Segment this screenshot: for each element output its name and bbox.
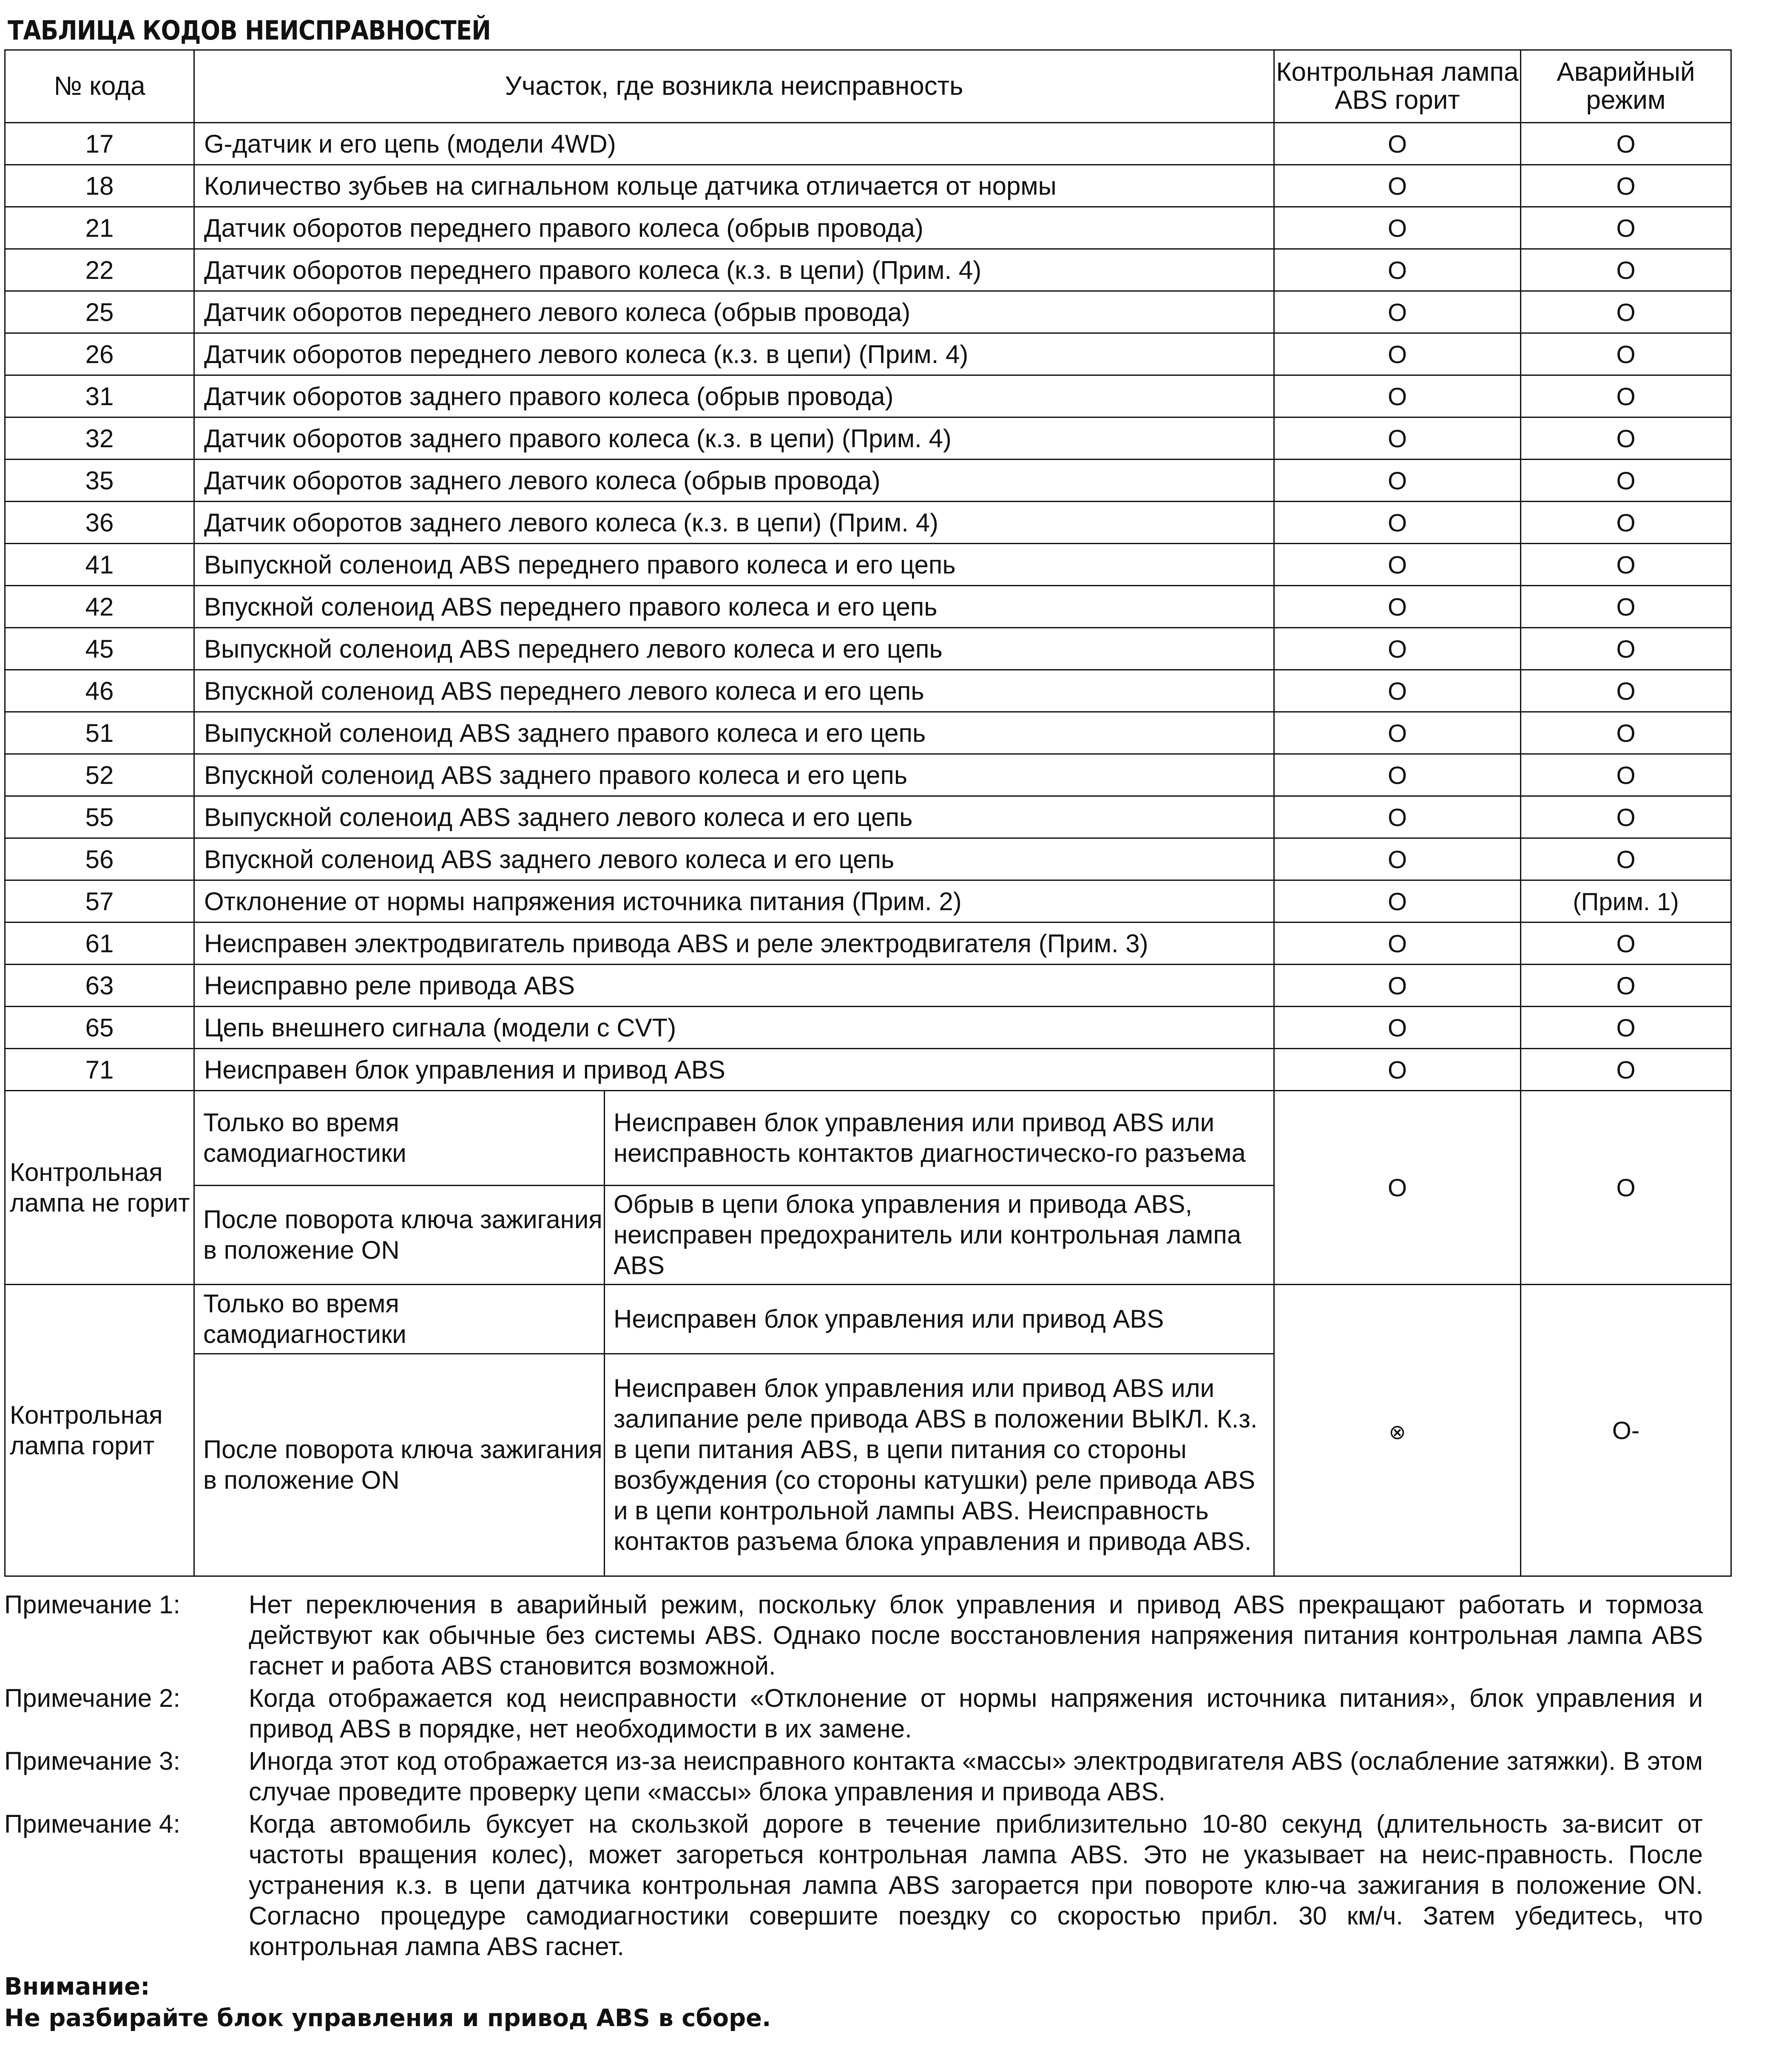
emergency-mode-mark	[1521, 123, 1731, 165]
circle-mark-icon: O	[1616, 509, 1636, 537]
lamp-mark	[1274, 586, 1521, 628]
group-lamp-off-lamp-mark	[1274, 1091, 1521, 1285]
lamp-mark	[1274, 375, 1521, 417]
fault-code: 22	[5, 249, 194, 291]
lamp-mark	[1274, 754, 1521, 796]
circle-mark-icon: O	[1387, 509, 1407, 537]
note-item	[4, 1683, 1730, 1744]
note-text: Иногда этот код отображается из-за неисправного контакта «массы» электродвигателя ABS (ослабление затяжки). В этом случае проведите проверку цепи «массы» блока управления и привода ABS.	[249, 1747, 1703, 1806]
table-row	[5, 922, 1731, 965]
note-label: Примечание 2:	[4, 1684, 180, 1712]
circle-mark-icon: O	[1616, 593, 1636, 621]
emergency-mode-mark	[1521, 417, 1731, 460]
table-row	[5, 375, 1731, 417]
circle-mark-icon: O	[1616, 1056, 1636, 1084]
emergency-mode-mark	[1521, 670, 1731, 712]
circle-mark-icon: O	[1616, 425, 1636, 453]
emergency-mode-mark	[1521, 375, 1731, 417]
header-area: Участок, где возникла неисправность	[194, 50, 1274, 123]
table-row	[5, 712, 1731, 754]
group-lamp-off-detail-2: Обрыв в цепи блока управления и привода ABS, неисправен предохранитель или контрольная лампа ABS	[605, 1186, 1274, 1285]
emergency-mode-mark	[1521, 460, 1731, 502]
table-row	[5, 502, 1731, 544]
fault-description: Датчик оборотов заднего левого колеса (обрыв провода)	[194, 460, 1274, 502]
header-lamp: Контрольная лампа ABS горит	[1274, 50, 1521, 123]
emergency-mode-mark	[1521, 628, 1731, 670]
circle-mark-icon: O	[1387, 383, 1407, 411]
circle-mark-icon: O	[1387, 803, 1407, 832]
circle-mark-icon: O	[1387, 761, 1407, 789]
lamp-mark	[1274, 670, 1521, 712]
group-lamp-on-row-1	[5, 1285, 1731, 1354]
group-lamp-on-detail-2: Неисправен блок управления или привод ABS или залипание реле привода ABS в положении ВЫКЛ. К.з. в цепи питания ABS, в цепи питания со стороны возбуждения (со стороны катушки) реле привода ABS и в цепи контрольной лампы ABS. Неисправность контактов разъема блока управления и привода ABS.	[605, 1354, 1274, 1576]
circle-mark-icon: O	[1616, 803, 1636, 832]
fault-code: 41	[5, 544, 194, 586]
fault-description: Датчик оборотов заднего левого колеса (к.з. в цепи) (Прим. 4)	[194, 502, 1274, 544]
circle-mark-icon: O	[1387, 214, 1407, 242]
group-lamp-off-detail-1: Неисправен блок управления или привод ABS или неисправность контактов диагностическо-го разъема	[605, 1091, 1274, 1186]
lamp-mark	[1274, 417, 1521, 460]
fault-description: Выпускной соленоид ABS переднего правого колеса и его цепь	[194, 544, 1274, 586]
fault-description: Датчик оборотов переднего правого колеса (к.з. в цепи) (Прим. 4)	[194, 249, 1274, 291]
group-lamp-on-label: Контрольная лампа горит	[5, 1285, 194, 1576]
lamp-mark	[1274, 207, 1521, 249]
note-text: Когда отображается код неисправности «Отклонение от нормы напряжения источника питания», блок управления и привод ABS в порядке, нет необходимости в их замене.	[249, 1684, 1703, 1743]
fault-description: Неисправно реле привода ABS	[194, 965, 1274, 1007]
warning-title: Внимание:	[4, 1973, 150, 2001]
group-lamp-off-row-1	[5, 1091, 1731, 1186]
fault-code: 46	[5, 670, 194, 712]
circle-mark-icon: O	[1616, 930, 1636, 958]
circle-mark-icon: O	[1616, 467, 1636, 495]
circle-mark-icon: O	[1387, 635, 1407, 663]
circle-mark-icon: O	[1387, 1014, 1407, 1042]
fault-description: Датчик оборотов заднего правого колеса (к.з. в цепи) (Прим. 4)	[194, 417, 1274, 460]
circle-mark-icon: (Прим. 1)	[1573, 888, 1679, 916]
fault-code: 55	[5, 796, 194, 838]
emergency-mode-mark	[1521, 586, 1731, 628]
fault-description: G-датчик и его цепь (модели 4WD)	[194, 123, 1274, 165]
circle-mark-icon: O	[1387, 130, 1407, 158]
circle-mark-icon: O	[1616, 551, 1636, 579]
circle-mark-icon: O	[1616, 341, 1636, 369]
lamp-status-section	[5, 1091, 1731, 1576]
lamp-mark	[1274, 165, 1521, 207]
emergency-mode-mark	[1521, 1049, 1731, 1091]
fault-code: 42	[5, 586, 194, 628]
circle-mark-icon: O	[1387, 888, 1407, 916]
table-row	[5, 291, 1731, 333]
fault-description: Впускной соленоид ABS заднего правого колеса и его цепь	[194, 754, 1274, 796]
table-row	[5, 417, 1731, 460]
emergency-mode-mark	[1521, 922, 1731, 965]
circle-mark-icon: O	[1616, 256, 1636, 284]
circle-mark-icon: O	[1387, 677, 1407, 705]
fault-code: 25	[5, 291, 194, 333]
lamp-mark	[1274, 880, 1521, 922]
table-row	[5, 838, 1731, 880]
circle-mark-icon: O	[1616, 972, 1636, 1000]
circle-mark-icon: O	[1616, 677, 1636, 705]
circle-mark-icon: O	[1387, 425, 1407, 453]
fault-code: 32	[5, 417, 194, 460]
group-lamp-on-lamp-mark	[1274, 1285, 1521, 1576]
fault-code: 26	[5, 333, 194, 375]
notes-section	[4, 1589, 1730, 1962]
lamp-mark	[1274, 502, 1521, 544]
fault-code: 45	[5, 628, 194, 670]
group-lamp-on-detail-1: Неисправен блок управления или привод ABS	[605, 1285, 1274, 1354]
fault-description: Неисправен блок управления и привод ABS	[194, 1049, 1274, 1091]
emergency-mode-mark	[1521, 333, 1731, 375]
emergency-mode-mark	[1521, 712, 1731, 754]
fault-code: 35	[5, 460, 194, 502]
table-row	[5, 880, 1731, 922]
fault-code: 31	[5, 375, 194, 417]
circle-mark-icon: O	[1616, 635, 1636, 663]
table-row	[5, 207, 1731, 249]
circle-mark-icon: O	[1616, 298, 1636, 326]
circle-mark-icon: O	[1387, 930, 1407, 958]
circle-mark-icon: O	[1616, 130, 1636, 158]
table-row	[5, 460, 1731, 502]
circle-mark-icon: O	[1387, 341, 1407, 369]
circle-mark-icon: O	[1616, 761, 1636, 789]
fault-code: 18	[5, 165, 194, 207]
emergency-mode-mark	[1521, 207, 1731, 249]
note-text: Когда автомобиль буксует на скользкой дороге в течение приблизительно 10-80 секунд (длительность за-висит от частоты вращения колес), может загореться контрольная лампа ABS. Это не указывает на неис-правность. После устранения к.з. в цепи датчика контрольная лампа ABS загорается при повороте клю-ча зажигания в положение ON. Согласно процедуре самодиагностики совершите поездку со скоростью прибл. 30 км/ч. Затем убедитесь, что контрольная лампа ABS гаснет.	[249, 1810, 1703, 1961]
table-row	[5, 544, 1731, 586]
fault-code: 65	[5, 1007, 194, 1049]
fault-description: Количество зубьев на сигнальном кольце датчика отличается от нормы	[194, 165, 1274, 207]
emergency-mode-mark	[1521, 544, 1731, 586]
table-row	[5, 586, 1731, 628]
emergency-mode-mark	[1521, 1007, 1731, 1049]
recording-mark-icon: ⊗	[1389, 1421, 1406, 1444]
circle-mark-icon: O-	[1612, 1417, 1640, 1445]
group-lamp-off-mode-mark	[1521, 1091, 1731, 1285]
circle-mark-icon: O	[1616, 1174, 1636, 1202]
note-item	[4, 1809, 1730, 1962]
fault-code: 57	[5, 880, 194, 922]
lamp-mark	[1274, 965, 1521, 1007]
circle-mark-icon: O	[1387, 467, 1407, 495]
lamp-mark	[1274, 291, 1521, 333]
fault-description: Выпускной соленоид ABS заднего левого колеса и его цепь	[194, 796, 1274, 838]
fault-description: Датчик оборотов переднего левого колеса (обрыв провода)	[194, 291, 1274, 333]
table-row	[5, 628, 1731, 670]
emergency-mode-mark	[1521, 165, 1731, 207]
group-lamp-on-when-2: После поворота ключа зажигания в положение ON	[194, 1354, 605, 1576]
table-header-row	[5, 50, 1731, 123]
lamp-mark	[1274, 838, 1521, 880]
circle-mark-icon: O	[1616, 383, 1636, 411]
circle-mark-icon: O	[1387, 256, 1407, 284]
fault-description: Датчик оборотов заднего правого колеса (обрыв провода)	[194, 375, 1274, 417]
emergency-mode-mark	[1521, 249, 1731, 291]
fault-description: Выпускной соленоид ABS заднего правого колеса и его цепь	[194, 712, 1274, 754]
circle-mark-icon: O	[1387, 846, 1407, 874]
lamp-mark	[1274, 460, 1521, 502]
circle-mark-icon: O	[1387, 1056, 1407, 1084]
group-lamp-on-mode-mark	[1521, 1285, 1731, 1576]
group-lamp-off-when-2: После поворота ключа зажигания в положение ON	[194, 1186, 605, 1285]
circle-mark-icon: O	[1616, 719, 1636, 747]
fault-code: 36	[5, 502, 194, 544]
table-row	[5, 1007, 1731, 1049]
fault-description: Датчик оборотов переднего правого колеса (обрыв провода)	[194, 207, 1274, 249]
lamp-mark	[1274, 1007, 1521, 1049]
note-label: Примечание 4:	[4, 1810, 180, 1838]
fault-code: 61	[5, 922, 194, 965]
lamp-mark	[1274, 922, 1521, 965]
circle-mark-icon: O	[1387, 972, 1407, 1000]
circle-mark-icon: O	[1616, 172, 1636, 200]
code-rows	[5, 123, 1731, 1091]
circle-mark-icon: O	[1387, 551, 1407, 579]
warning-block	[4, 1971, 1730, 2034]
fault-description: Цепь внешнего сигнала (модели с CVT)	[194, 1007, 1274, 1049]
document-page	[4, 15, 1730, 2034]
circle-mark-icon: O	[1387, 593, 1407, 621]
fault-description: Датчик оборотов переднего левого колеса (к.з. в цепи) (Прим. 4)	[194, 333, 1274, 375]
fault-code: 63	[5, 965, 194, 1007]
fault-code: 51	[5, 712, 194, 754]
lamp-mark	[1274, 544, 1521, 586]
lamp-mark	[1274, 1049, 1521, 1091]
lamp-mark	[1274, 628, 1521, 670]
circle-mark-icon: O	[1616, 846, 1636, 874]
note-label: Примечание 3:	[4, 1747, 180, 1775]
group-lamp-off-when-1: Только во время самодиагностики	[194, 1091, 605, 1186]
note-text: Нет переключения в аварийный режим, поскольку блок управления и привод ABS прекращают работать и тормоза действуют как обычные без системы ABS. Однако после восстановления напряжения питания контрольная лампа ABS гаснет и работа ABS становится возможной.	[249, 1590, 1703, 1680]
emergency-mode-mark	[1521, 796, 1731, 838]
circle-mark-icon: O	[1387, 719, 1407, 747]
note-item	[4, 1746, 1730, 1807]
fault-code: 17	[5, 123, 194, 165]
lamp-mark	[1274, 249, 1521, 291]
emergency-mode-mark	[1521, 965, 1731, 1007]
fault-description: Впускной соленоид ABS переднего правого колеса и его цепь	[194, 586, 1274, 628]
emergency-mode-mark	[1521, 838, 1731, 880]
table-row	[5, 123, 1731, 165]
fault-description: Отклонение от нормы напряжения источника питания (Прим. 2)	[194, 880, 1274, 922]
circle-mark-icon: O	[1616, 1014, 1636, 1042]
table-row	[5, 165, 1731, 207]
header-emergency: Аварийный режим	[1521, 50, 1731, 123]
emergency-mode-mark	[1521, 291, 1731, 333]
lamp-mark	[1274, 333, 1521, 375]
group-lamp-off-label: Контрольная лампа не горит	[5, 1091, 194, 1285]
table-row	[5, 796, 1731, 838]
table-row	[5, 965, 1731, 1007]
circle-mark-icon: O	[1387, 1174, 1407, 1202]
note-label: Примечание 1:	[4, 1590, 180, 1619]
circle-mark-icon: O	[1616, 214, 1636, 242]
lamp-mark	[1274, 796, 1521, 838]
emergency-mode-mark	[1521, 502, 1731, 544]
circle-mark-icon: O	[1387, 172, 1407, 200]
fault-code: 52	[5, 754, 194, 796]
table-row	[5, 249, 1731, 291]
table-row	[5, 670, 1731, 712]
emergency-mode-mark	[1521, 880, 1731, 922]
fault-description: Неисправен электродвигатель привода ABS и реле электродвигателя (Прим. 3)	[194, 922, 1274, 965]
fault-code: 21	[5, 207, 194, 249]
warning-text: Не разбирайте блок управления и привод ABS в сборе.	[4, 2004, 771, 2032]
fault-description: Выпускной соленоид ABS переднего левого колеса и его цепь	[194, 628, 1274, 670]
header-code: № кода	[5, 50, 194, 123]
table-title: ТАБЛИЦА КОДОВ НЕИСПРАВНОСТЕЙ	[8, 15, 491, 46]
note-item	[4, 1589, 1730, 1681]
lamp-mark	[1274, 123, 1521, 165]
fault-code-table	[4, 49, 1732, 1577]
fault-code: 56	[5, 838, 194, 880]
circle-mark-icon: O	[1387, 298, 1407, 326]
table-row	[5, 754, 1731, 796]
lamp-mark	[1274, 712, 1521, 754]
emergency-mode-mark	[1521, 754, 1731, 796]
table-row	[5, 1049, 1731, 1091]
fault-code: 71	[5, 1049, 194, 1091]
fault-description: Впускной соленоид ABS заднего левого колеса и его цепь	[194, 838, 1274, 880]
fault-description: Впускной соленоид ABS переднего левого колеса и его цепь	[194, 670, 1274, 712]
table-row	[5, 333, 1731, 375]
group-lamp-on-when-1: Только во время самодиагностики	[194, 1285, 605, 1354]
